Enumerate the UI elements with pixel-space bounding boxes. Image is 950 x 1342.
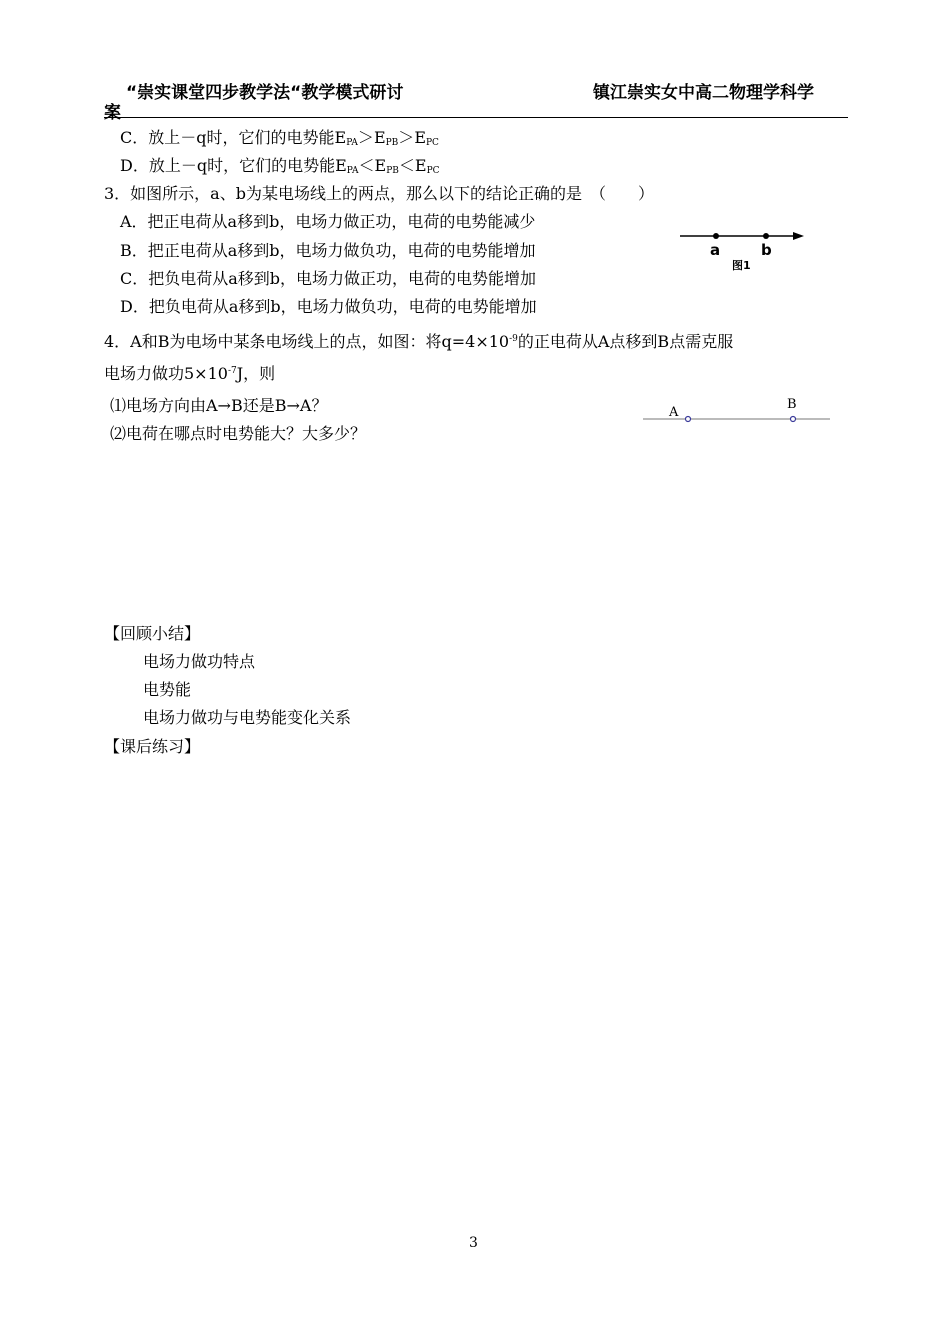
q3-option-d: D．把负电荷从a移到b，电场力做负功，电荷的电势能增加: [120, 297, 537, 316]
point-A-label: A: [669, 405, 679, 420]
point-A-dot: [686, 417, 691, 422]
q2-option-d: D．放上－q时，它们的电势能$E_{PA}<E_{PB}<E_{PC}$: [120, 156, 440, 176]
page-number: 3: [469, 1235, 478, 1251]
figure-1-field-line: [676, 225, 808, 275]
q3-option-c: C．把负电荷从a移到b，电场力做正功，电荷的电势能增加: [120, 269, 537, 288]
header-rule: [104, 117, 848, 118]
homework-title: 【课后练习】: [104, 737, 201, 756]
q4-stem-line2: 电场力做功$5\times 10^{-7}J$，则: [104, 364, 276, 383]
point-b-dot: [763, 233, 769, 239]
q2-option-c: C．放上－q时，它们的电势能$E_{PA}>E_{PB}>E_{PC}$: [120, 128, 439, 148]
point-a-label: a: [710, 241, 721, 259]
review-title: 【回顾小结】: [104, 624, 201, 643]
review-item: 电场力做功与电势能变化关系: [143, 708, 352, 727]
q3-option-b: B．把正电荷从a移到b，电场力做负功，电荷的电势能增加: [120, 241, 536, 260]
q3-option-a: A．把正电荷从a移到b，电场力做正功，电荷的电势能减少: [120, 212, 536, 231]
point-a-dot: [713, 233, 719, 239]
q4-sub2: ⑵电荷在哪点时电势能大？大多少？: [110, 424, 367, 443]
point-B-label: B: [787, 397, 797, 412]
review-item: 电场力做功特点: [143, 652, 256, 671]
header-title-wrap: 案: [104, 103, 121, 123]
header-school: 镇江崇实女中高二物理学科学: [593, 83, 814, 103]
header-title: “崇实课堂四步教学法“教学模式研讨: [126, 83, 404, 103]
q3-stem: 3．如图所示，a、b为某电场线上的两点，那么以下的结论正确的是 （ ）: [104, 184, 654, 203]
point-b-label: b: [761, 241, 772, 259]
figure-2-field-line: [640, 392, 834, 426]
q4-sub1: ⑴电场方向由A→B还是B→A？: [110, 396, 328, 415]
review-item: 电势能: [143, 680, 192, 699]
arrow-head-icon: [793, 232, 804, 240]
q4-stem-line1: 4．A和B为电场中某条电场线上的点，如图：将$q=4\times 10^{-9}$的正电荷从A点移到B点需克服: [104, 332, 734, 351]
point-B-dot: [791, 417, 796, 422]
figure-caption: 图1: [732, 259, 751, 272]
